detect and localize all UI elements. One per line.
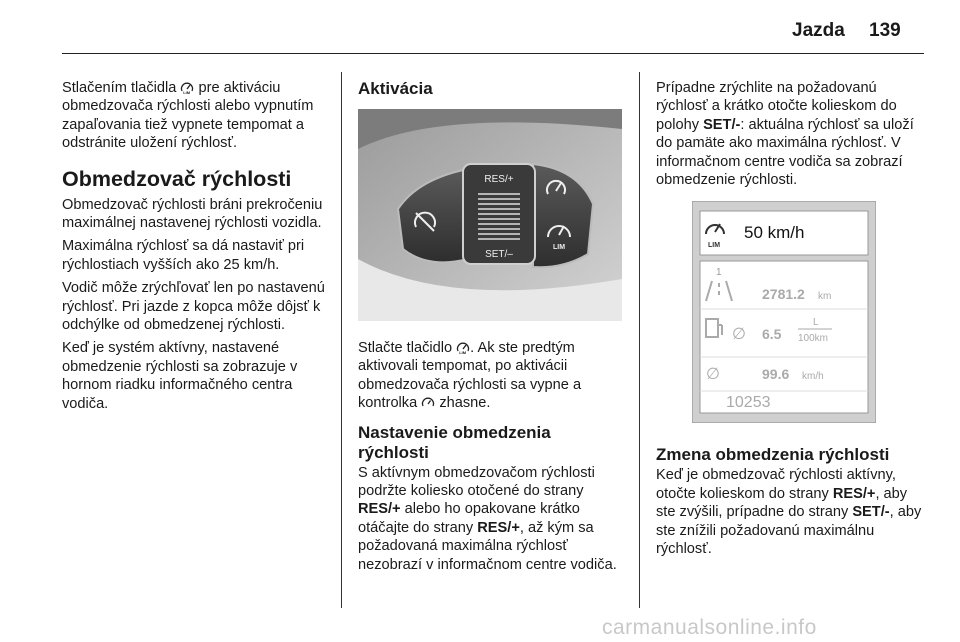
display-set-speed: 50 km/h: [744, 223, 805, 243]
change-res-label: RES/+: [832, 485, 876, 502]
setting-text-e: , až kým sa požadovaná maximálna rýchlosť nezobrazí v informačnom centre vodiča.: [358, 519, 617, 573]
chapter-title: Jazda: [792, 20, 845, 41]
speed-limiter-icon: [456, 341, 470, 354]
paragraph-2: Maximálna rýchlosť sa dá nastaviť pri rýchlostiach vyšších ako 25 km/h.: [62, 238, 305, 273]
driver-information-centre-display: [692, 201, 876, 423]
activation-text-middle: . Ak ste predtým aktivovali tempomat, po aktivácii obmedzovača rýchlosti sa vypne a kontrolka: [358, 340, 582, 412]
display-fuel-unit-bottom: 100km: [798, 333, 829, 345]
steering-wheel-controls-photo: [358, 109, 622, 321]
res-plus-photo-label: RES/+: [484, 174, 514, 185]
change-text-c: , aby ste zvýšili, prípadne do strany: [656, 485, 908, 521]
speed-limiter-icon: [180, 81, 194, 94]
svg-text:LIM: LIM: [183, 90, 191, 94]
intro-text-start: Stlačením tlačidla: [62, 80, 177, 96]
lim-photo-label: LIM: [552, 244, 566, 251]
store-text-c: : aktuálna rýchlosť sa uloží do pamäte ako maximálna rýchlosť. V informačnom centre vodiča sa zobrazí obmedzenie rýchlosti.: [656, 116, 914, 189]
change-text-e: , aby ste znížili požadovanú maximálnu rýchlosť.: [656, 504, 922, 558]
display-fuel-symbol: ∅: [732, 326, 746, 344]
store-speed-paragraph: [656, 79, 926, 189]
column-1: [62, 79, 326, 418]
display-fuel-unit-top: L: [813, 317, 819, 329]
setting-res-label-1: RES/+: [358, 501, 401, 518]
section-heading-change-limit: Zmena obmedzenia rýchlosti: [656, 445, 890, 465]
svg-text:LIM: LIM: [459, 350, 467, 354]
setting-limit-paragraph: [358, 464, 624, 574]
column-3: [656, 79, 926, 563]
activation-text-start: Stlačte tlačidlo: [358, 340, 453, 356]
intro-paragraph: [62, 79, 326, 153]
display-avg-symbol: ∅: [706, 366, 720, 384]
display-lim-label: LIM: [708, 242, 721, 250]
column-divider-2: [639, 72, 640, 608]
display-odometer: 10253: [726, 394, 771, 412]
header-divider: [62, 53, 924, 54]
change-set-label: SET/-: [852, 504, 890, 521]
display-avg-speed-value: 99.6: [762, 366, 790, 383]
set-minus-photo-label: SET/–: [485, 249, 513, 260]
store-set-label: SET/-: [703, 116, 741, 133]
display-trip-unit: km: [818, 291, 832, 303]
activation-text-end: zhasne.: [439, 395, 491, 412]
paragraph-1: Obmedzovač rýchlosti bráni prekročeniu maximálnej nastavenej rýchlosti vozidla.: [62, 196, 323, 232]
display-trip-value: 2781.2: [762, 286, 805, 303]
setting-text-c: alebo ho opakovane krátko otáčajte do strany: [358, 501, 580, 536]
setting-res-label-2: RES/+: [477, 519, 520, 536]
section-heading-speed-limiter: Obmedzovač rýchlosti: [62, 166, 292, 191]
change-limit-paragraph: [656, 466, 926, 558]
paragraph-4: Keď je systém aktívny, nastavené obmedzenie rýchlosti sa zobrazuje v hornom riadku informačného centra vodiča.: [62, 340, 298, 412]
store-text-a: Prípadne zrýchlite na požadovanú rýchlosť a krátko otočte kolieskom do polohy: [656, 80, 897, 133]
column-divider-1: [341, 72, 342, 608]
activation-paragraph: [358, 339, 624, 413]
display-avg-speed-unit: km/h: [802, 371, 824, 383]
site-watermark: carmanualsonline.info: [602, 616, 817, 639]
paragraph-3: Vodič môže zrýchľovať len po nastavenú rýchlosť. Pri jazde z kopca môže dôjsť k odchýlke od obmedzenej rýchlosti.: [62, 280, 325, 334]
section-heading-activation: Aktivácia: [358, 79, 433, 98]
change-text-a: Keď je obmedzovač rýchlosti aktívny, otočte kolieskom do strany: [656, 467, 896, 502]
section-heading-setting-limit: Nastavenie obmedzenia rýchlosti: [358, 422, 551, 462]
cruise-control-indicator-icon: [421, 396, 435, 409]
display-fuel-value: 6.5: [762, 326, 782, 343]
setting-text-a: S aktívnym obmedzovačom rýchlosti podržte koliesko otočené do strany: [358, 464, 595, 500]
page-number: 139: [869, 20, 901, 41]
display-trip-index: 1: [716, 267, 722, 279]
intro-text-end: pre aktiváciu obmedzovača rýchlosti alebo vypnutím zapaľovania tiež vypnete tempomat a odstránite uložení rýchlosť.: [62, 80, 314, 152]
column-2: [358, 79, 624, 579]
